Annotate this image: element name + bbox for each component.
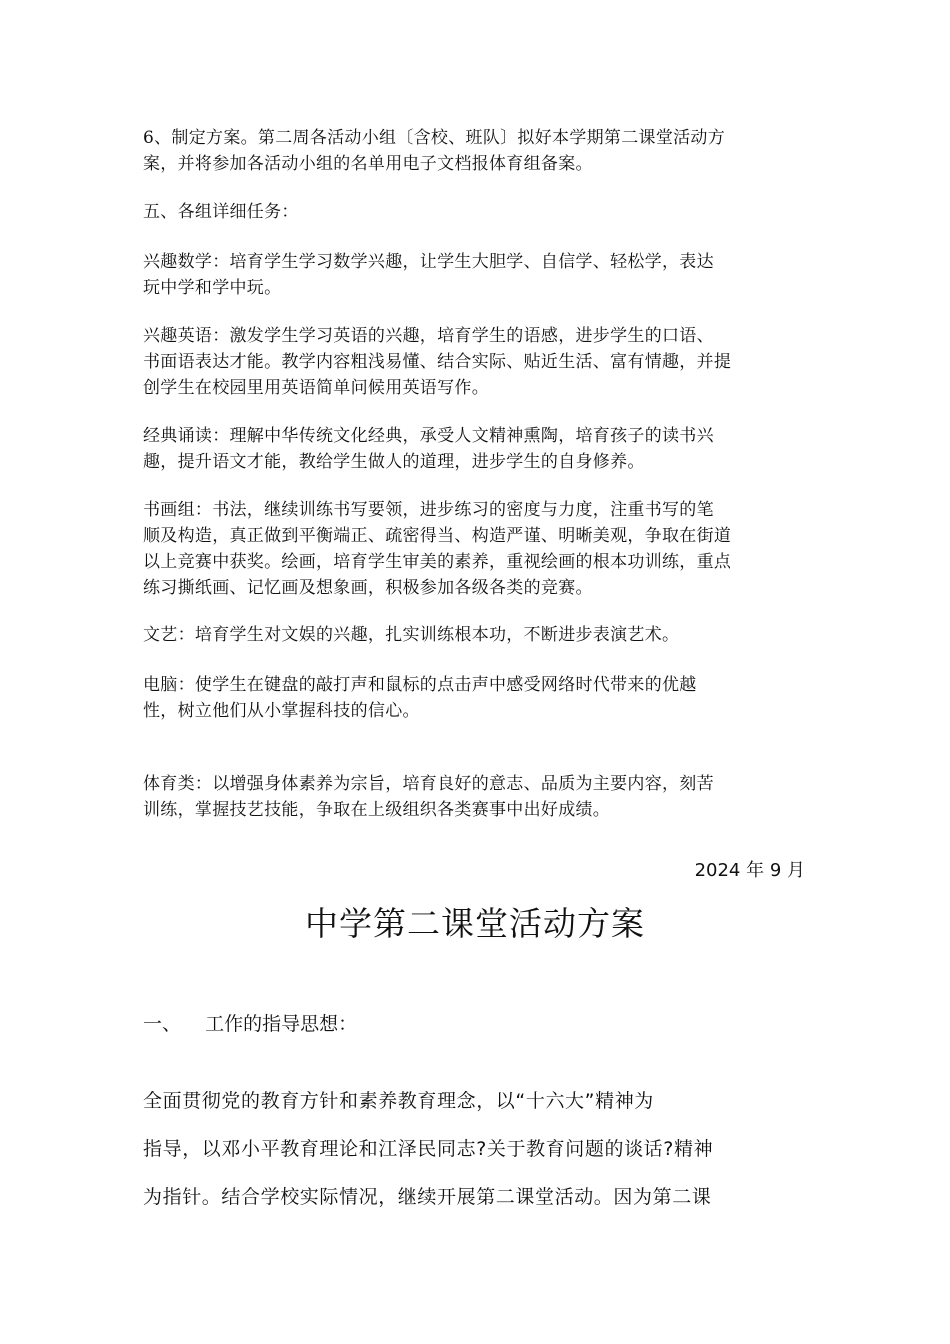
document-title: 中学第二课堂活动方案 xyxy=(305,904,645,943)
section-body: 全面贯彻党的教育方针和素养教育理念，以“十六大”精神为 指导，以邓小平教育理论和江泽民同志?关于教育问题的谈话?精神 为指针。结合学校实际情况，继续开展第二课堂活动。因为第二课 xyxy=(143,1090,714,1208)
paragraph-english: 兴趣英语：激发学生学习英语的兴趣，培育学生的语感，进步学生的口语、 书面语表达才能。教学内容粗浅易懂、结合实际、贴近生活、富有情趣，并提 创学生在校园里用英语简单问候用英语写作。 xyxy=(143,326,732,398)
paragraph-classics: 经典诵读：理解中华传统文化经典，承受人文精神熏陶，培育孩子的读书兴 趣，提升语文才能，教给学生做人的道理，进步学生的自身修养。 xyxy=(143,426,714,472)
paragraph-calligraphy: 书画组：书法，继续训练书写要领，进步练习的密度与力度，注重书写的笔 顺及构造，真正做到平衡端正、疏密得当、构造严谨、明晰美观，争取在街道 以上竞赛中获奖。绘画，培育学生审美的素养，重视绘画的根本功训练，重点 练习撕纸画、记忆画及想象画，积极参加各级各类的竞赛。 xyxy=(143,500,732,598)
paragraph-arts: 文艺：培育学生对文娱的兴趣，扎实训练根本功，不断进步表演艺术。 xyxy=(143,625,680,645)
paragraph-section-five: 五、各组详细任务： xyxy=(143,202,299,222)
paragraph-math: 兴趣数学：培育学生学习数学兴趣，让学生大胆学、自信学、轻松学，表达 玩中学和学中玩。 xyxy=(143,252,714,298)
document-date: 2024 年 9 月 xyxy=(694,860,805,881)
paragraph-plan: 6、制定方案。第二周各活动小组〔含校、班队〕拟好本学期第二课堂活动方 案，并将参加各活动小组的名单用电子文档报体育组备案。 xyxy=(143,128,726,174)
paragraph-sports: 体育类：以增强身体素养为宗旨，培育良好的意志、品质为主要内容，刻苦 训练，掌握技艺技能，争取在上级组织各类赛事中出好成绩。 xyxy=(143,774,714,820)
section-heading: 一、 工作的指导思想： xyxy=(143,1013,358,1035)
paragraph-computer: 电脑：使学生在键盘的敲打声和鼠标的点击声中感受网络时代带来的优越 性，树立他们从小掌握科技的信心。 xyxy=(143,675,697,721)
